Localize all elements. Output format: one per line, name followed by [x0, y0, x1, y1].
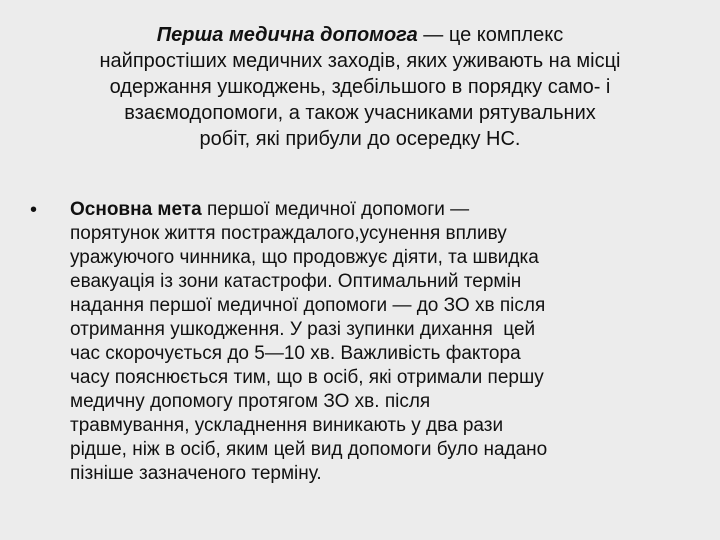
definition-line-1-rest: — це комплекс [417, 24, 564, 46]
bullet-line-1-rest: першої медичної допомоги — [201, 199, 470, 220]
bullet-line-12: пізніше зазначеного терміну. [70, 463, 322, 484]
bullet-line-7: час скорочується до 5—10 хв. Важливість фактора [70, 343, 521, 364]
bullet-line-9: медичну допомогу протягом ЗО хв. після [70, 391, 431, 412]
definition-line-5: робіт, які прибули до осередку НС. [199, 128, 521, 150]
definition-line-3: одержання ушкоджень, здебільшого в порядку само- і [109, 76, 611, 98]
bullet-marker: • [30, 199, 38, 221]
definition-line-2: найпростіших медичних заходів, яких уживають на місці [99, 50, 621, 72]
bullet-lead: Основна мета [70, 199, 202, 220]
bullet-line-5: надання першої медичної допомоги — до ЗО хв після [70, 295, 546, 316]
bullet-line-6: отримання ушкодження. У разі зупинки дихання цей [70, 319, 536, 340]
definition-line-4: взаємодопомоги, а також учасниками рятувальних [124, 102, 596, 124]
bullet-line-2: порятунок життя постраждалого,усунення впливу [70, 223, 507, 244]
bullet-text [70, 198, 695, 486]
definition-line-1 [30, 22, 690, 48]
bullet-line-4: евакуація із зони катастрофи. Оптимальний термін [70, 271, 522, 292]
bullet-line-8: часу пояснюється тим, що в осіб, які отримали першу [70, 367, 544, 388]
bullet-line-3: уражуючого чинника, що продовжує діяти, та швидка [70, 247, 539, 268]
bullet-line-1 [70, 198, 695, 222]
bullet-line-10: травмування, ускладнення виникають у два рази [70, 415, 504, 436]
definition-paragraph [30, 22, 690, 152]
bullet-line-11: рідше, ніж в осіб, яким цей вид допомоги було надано [70, 439, 548, 460]
definition-term: Перша медична допомога [156, 24, 418, 46]
